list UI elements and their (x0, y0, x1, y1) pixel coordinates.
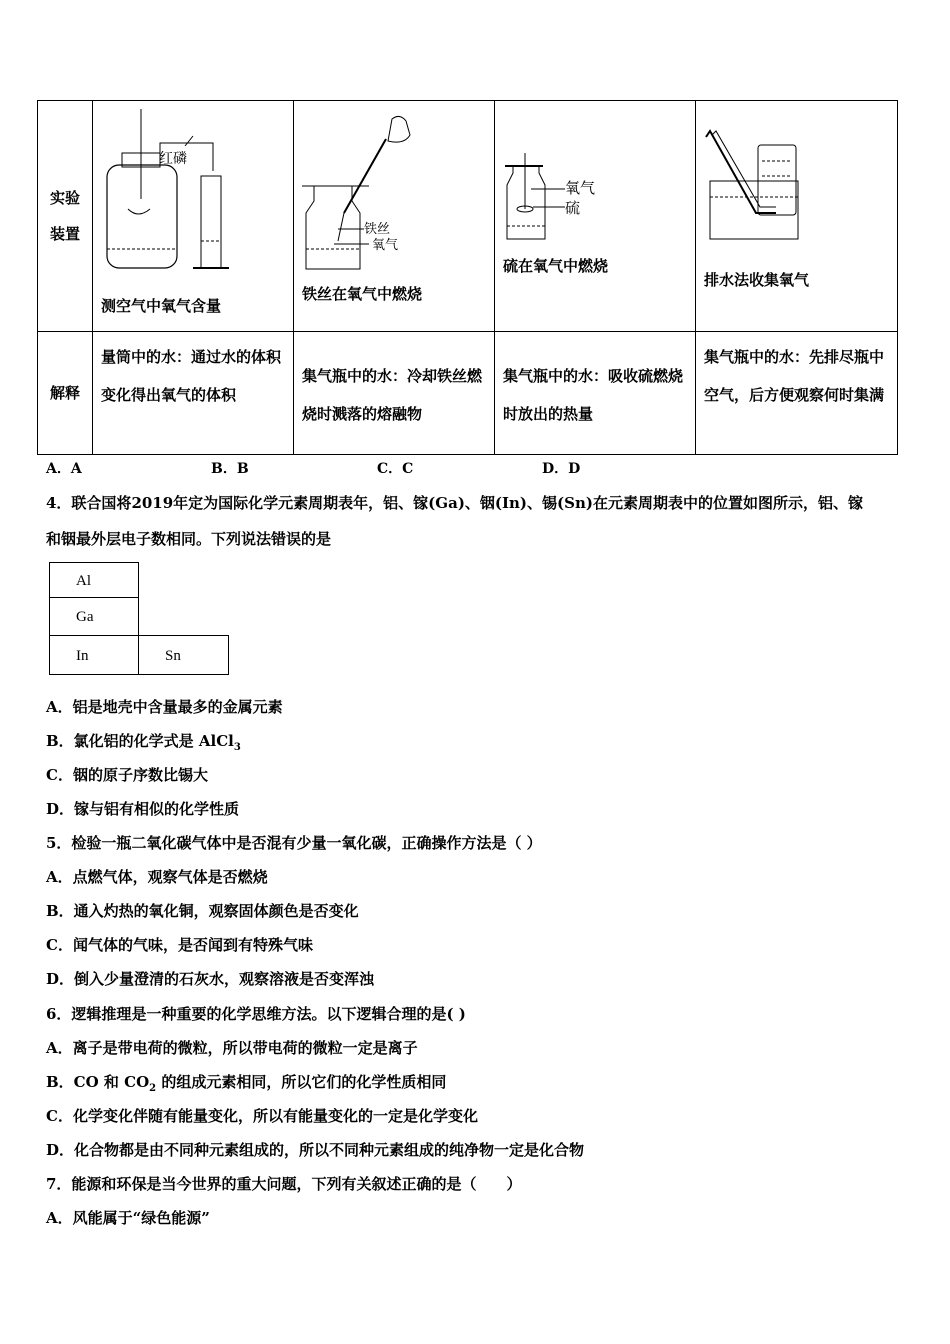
q6-option-d[interactable]: D．化合物都是由不同种元素组成的，所以不同种元素组成的纯净物一定是化合物 (46, 1141, 585, 1159)
explanation-2: 集气瓶中的水：冷却铁丝燃烧时溅落的熔融物 (294, 332, 495, 455)
cell-sn: Sn (138, 635, 229, 675)
q6-option-a[interactable]: A．离子是带电荷的微粒，所以带电荷的微粒一定是离子 (46, 1039, 418, 1057)
caption-oxygen-content: 测空气中氧气含量 (101, 297, 222, 315)
apparatus-sulfur (495, 101, 696, 332)
q7-option-a[interactable]: A．风能属于“绿色能源” (46, 1209, 210, 1227)
experiment-table (37, 100, 898, 455)
q3-option-d[interactable]: D．D (542, 461, 581, 477)
cell-in: In (49, 635, 139, 675)
q4-stem-line2: 和铟最外层电子数相同。下列说法错误的是 (46, 530, 332, 548)
label-oxygen-2: 氧气 (565, 180, 596, 197)
q7-stem: 7．能源和环保是当今世界的重大问题，下列有关叙述正确的是（ ） (46, 1175, 522, 1193)
q6-option-b[interactable]: B．CO 和 $CO_2$ 的组成元素相同，所以它们的化学性质相同 (46, 1073, 447, 1094)
explanation-1: 量筒中的水：通过水的体积变化得出氧气的体积 (93, 332, 294, 455)
q3-option-b[interactable]: B．B (211, 461, 249, 477)
label-red-phosphorus: 红磷 (159, 150, 187, 166)
q4-option-d[interactable]: D．镓与铝有相似的化学性质 (46, 800, 240, 818)
explanation-3: 集气瓶中的水：吸收硫燃烧时放出的热量 (495, 332, 696, 455)
q6-option-c[interactable]: C．化学变化伴随有能量变化，所以有能量变化的一定是化学变化 (46, 1107, 478, 1125)
q6-stem: 6．逻辑推理是一种重要的化学思维方法。以下逻辑合理的是( ) (46, 1005, 466, 1023)
caption-sulfur: 硫在氧气中燃烧 (503, 257, 609, 275)
q5-stem: 5．检验一瓶二氧化碳气体中是否混有少量一氧化碳，正确操作方法是（ ） (46, 834, 542, 852)
q4-option-a[interactable]: A．铝是地壳中含量最多的金属元素 (46, 698, 283, 716)
cell-ga: Ga (49, 597, 139, 636)
caption-iron-wire: 铁丝在氧气中燃烧 (302, 285, 423, 303)
apparatus-water-displacement (696, 101, 898, 332)
caption-water-displacement: 排水法收集氧气 (704, 271, 810, 289)
label-sulfur: 硫 (565, 200, 581, 217)
apparatus-iron-wire (294, 101, 495, 332)
q5-option-b[interactable]: B．通入灼热的氧化铜，观察固体颜色是否变化 (46, 902, 359, 920)
sulfur-illustration (495, 101, 695, 331)
label-oxygen: 氧气 (372, 237, 399, 252)
row-label-explanation: 解释 (38, 332, 93, 455)
q4-option-c[interactable]: C．铟的原子序数比锡大 (46, 766, 208, 784)
q5-option-c[interactable]: C．闻气体的气味，是否闻到有特殊气味 (46, 936, 313, 954)
water-displacement-illustration (696, 101, 896, 331)
label-iron-wire: 铁丝 (364, 221, 391, 236)
q3-option-a[interactable]: A．A (46, 461, 82, 477)
row-label-apparatus: 实验 装置 (38, 101, 93, 332)
q3-option-c[interactable]: C．C (377, 461, 414, 477)
q4-option-b[interactable]: B．氯化铝的化学式是 AlCl$_3$ (46, 732, 241, 753)
explanation-4: 集气瓶中的水：先排尽瓶中空气，后方便观察何时集满 (696, 332, 898, 455)
q5-option-d[interactable]: D．倒入少量澄清的石灰水，观察溶液是否变浑浊 (46, 970, 375, 988)
cell-al: Al (49, 562, 139, 598)
q4-stem-line1: 4．联合国将2019年定为国际化学元素周期表年，铝、镓(Ga)、铟(In)、锡(Sn)在元素周期表中的位置如图所示，铝、镓 (46, 494, 863, 512)
apparatus-oxygen-content (93, 101, 294, 332)
q5-option-a[interactable]: A．点燃气体，观察气体是否燃烧 (46, 868, 268, 886)
